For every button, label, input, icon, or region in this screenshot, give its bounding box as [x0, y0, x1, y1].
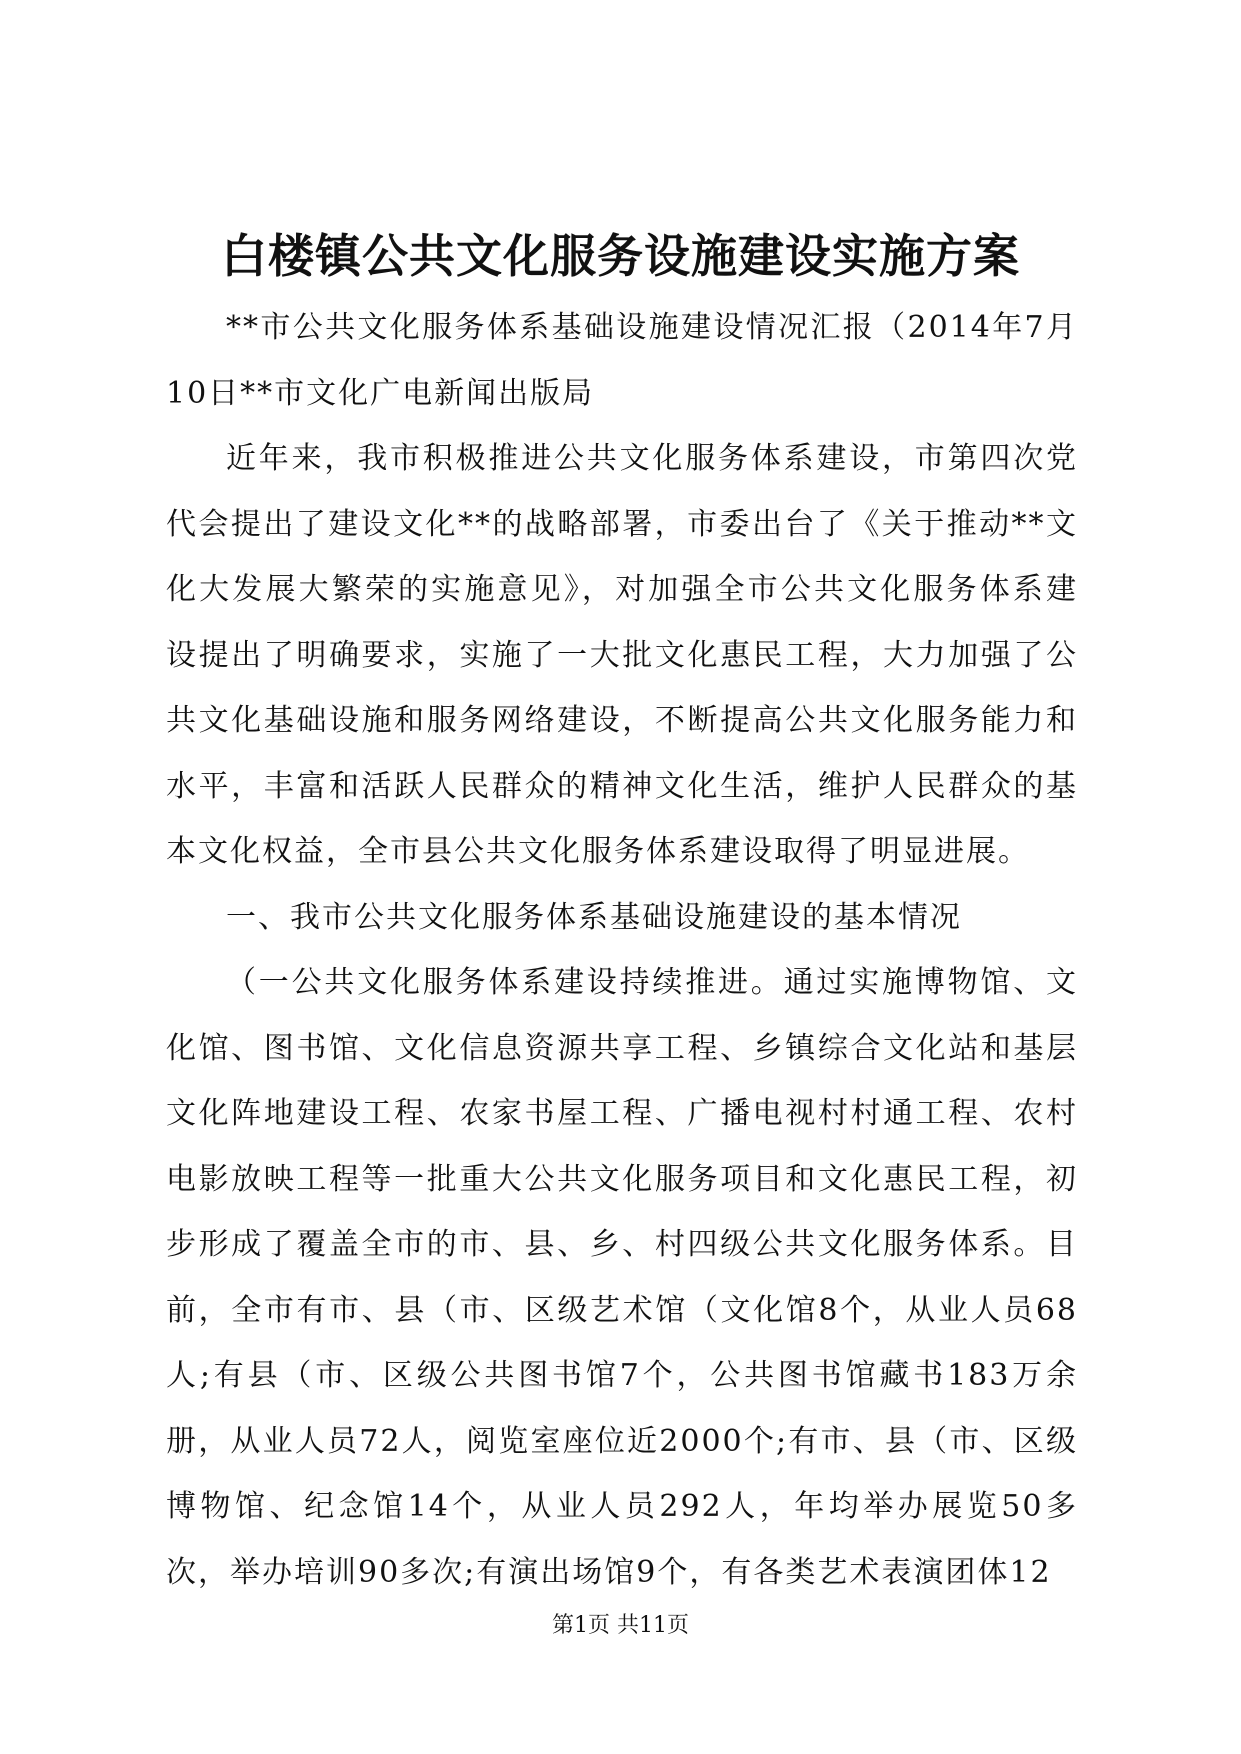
page-number-footer: 第1页 共11页 — [552, 1613, 689, 1638]
subsection-paragraph: （一公共文化服务体系建设持续推进。通过实施博物馆、文化馆、图书馆、文化信息资源共享工程、乡镇综合文化站和基层文化阵地建设工程、农家书屋工程、广播电视村村通工程、农村电影放映工程等一批重大公共文化服务项目和文化惠民工程，初步形成了覆盖全市的市、县、乡、村四级公共文化服务体系。目前，全市有市、县（市、区级艺术馆（文化馆8个，从业人员68人;有县（市、区级公共图书馆7个，公共图书馆藏书183万余册，从业人员72人，阅览室座位近2000个;有市、县（市、区级博物馆、纪念馆14个，从业人员292人，年均举办展览50多次，举办培训90多次;有演出场馆9个，有各类艺术表演团体12 — [166, 965, 1078, 1590]
section-heading: 一、我市公共文化服务体系基础设施建设的基本情况 — [226, 899, 962, 935]
intro-paragraph: 近年来，我市积极推进公共文化服务体系建设，市第四次党代会提出了建设文化**的战略部署，市委出台了《关于推动**文化大发展大繁荣的实施意见》，对加强全市公共文化服务体系建设提出了明确要求，实施了一大批文化惠民工程，大力加强了公共文化基础设施和服务网络建设，不断提高公共文化服务能力和水平，丰富和活跃人民群众的精神文化生活，维护人民群众的基本文化权益，全市县公共文化服务体系建设取得了明显进展。 — [166, 441, 1078, 869]
document-body — [166, 295, 1078, 1605]
report-heading-paragraph: **市公共文化服务体系基础设施建设情况汇报（2014年7月10日**市文化广电新闻出版局 — [166, 310, 1078, 411]
document-title: 白楼镇公共文化服务设施建设实施方案 — [221, 229, 1020, 283]
